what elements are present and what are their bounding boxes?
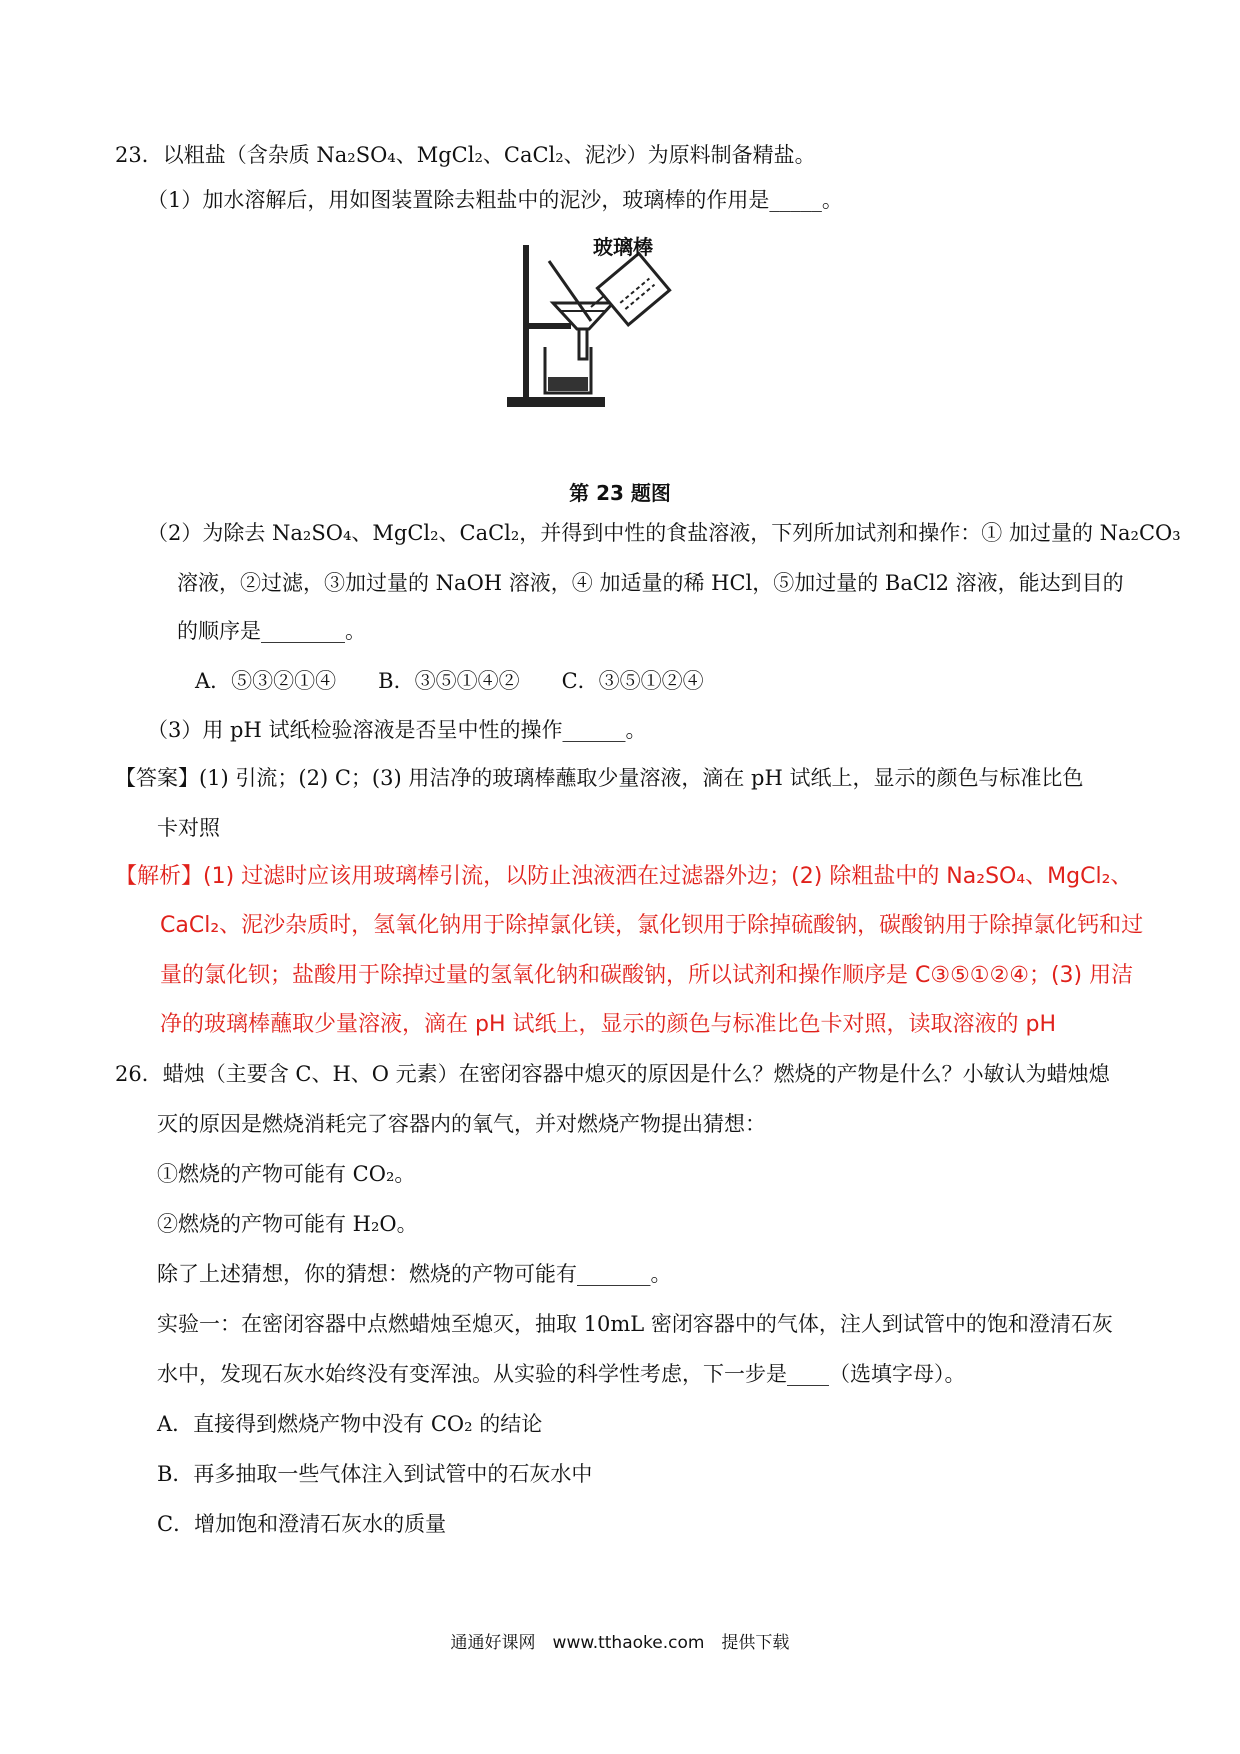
funnel-stem bbox=[579, 329, 587, 359]
analysis-line3: 量的氯化钡；盐酸用于除掉过量的氢氧化钠和碳酸钠，所以试剂和操作顺序是 C③⑤①②④；(3) 用洁 bbox=[160, 963, 1134, 988]
analysis-line1: 【解析】(1) 过滤时应该用玻璃棒引流，以防止浊液洒在过滤器外边；(2) 除粗盐中的 Na₂SO₄、MgCl₂、 bbox=[115, 864, 1133, 889]
pouring-beaker bbox=[597, 253, 669, 324]
filtrate bbox=[548, 377, 588, 391]
analysis-line2: CaCl₂、泥沙杂质时，氢氧化钠用于除掉氯化镁，氯化钡用于除掉硫酸钠，碳酸钠用于除掉氯化钙和过 bbox=[160, 913, 1144, 938]
figure-caption: 第 23 题图 bbox=[569, 481, 671, 505]
q26-guess1: ①燃烧的产物可能有 CO₂。 bbox=[157, 1162, 416, 1186]
stand-base bbox=[507, 397, 605, 407]
answer-line2: 卡对照 bbox=[157, 816, 220, 840]
q23-part2-line1: （2）为除去 Na₂SO₄、MgCl₂、CaCl₂，并得到中性的食盐溶液，下列所加试剂和操作：① 加过量的 Na₂CO₃ bbox=[147, 521, 1181, 545]
page-footer: 通通好课网 www.tthaoke.com 提供下载 bbox=[450, 1633, 790, 1653]
q26-stem-line2: 灭的原因是燃烧消耗完了容器内的氧气，并对燃烧产物提出猜想： bbox=[157, 1112, 766, 1136]
q23-part1: （1）加水溶解后，用如图装置除去粗盐中的泥沙，玻璃棒的作用是_____。 bbox=[147, 188, 843, 212]
filtration-figure bbox=[505, 225, 705, 415]
ring-clamp bbox=[523, 323, 571, 329]
q23-options: A．⑤③②①④ B．③⑤①④② C．③⑤①②④ bbox=[195, 669, 704, 693]
q26-option-a: A．直接得到燃烧产物中没有 CO₂ 的结论 bbox=[157, 1412, 543, 1436]
q26-exp-line1: 实验一：在密闭容器中点燃蜡烛至熄灭，抽取 10mL 密闭容器中的气体，注人到试管中的饱和澄清石灰 bbox=[157, 1312, 1113, 1336]
stand-rod bbox=[523, 245, 529, 399]
q23-part2-line3: 的顺序是________。 bbox=[177, 619, 366, 643]
q23-stem: 23．以粗盐（含杂质 Na₂SO₄、MgCl₂、CaCl₂、泥沙）为原料制备精盐。 bbox=[115, 143, 816, 167]
q26-guess2: ②燃烧的产物可能有 H₂O。 bbox=[157, 1212, 418, 1236]
q23-part3: （3）用 pH 试纸检验溶液是否呈中性的操作______。 bbox=[147, 718, 647, 742]
answer-line1: 【答案】(1) 引流；(2) C；(3) 用洁净的玻璃棒蘸取少量溶液，滴在 pH 试纸上，显示的颜色与标准比色 bbox=[115, 766, 1084, 790]
q26-stem-line1: 26．蜡烛（主要含 C、H、O 元素）在密闭容器中熄灭的原因是什么？燃烧的产物是什么？小敏认为蜡烛熄 bbox=[115, 1062, 1110, 1086]
q26-exp-line2: 水中，发现石灰水始终没有变浑浊。从实验的科学性考虑，下一步是____（选填字母）。 bbox=[157, 1362, 966, 1386]
q26-your-guess: 除了上述猜想，你的猜想：燃烧的产物可能有_______。 bbox=[157, 1262, 672, 1286]
glass-rod-label: 玻璃棒 bbox=[593, 235, 653, 259]
analysis-line4: 净的玻璃棒蘸取少量溶液，滴在 pH 试纸上，显示的颜色与标准比色卡对照，读取溶液的 pH bbox=[160, 1012, 1056, 1037]
q26-option-b: B．再多抽取一些气体注入到试管中的石灰水中 bbox=[157, 1462, 593, 1486]
q23-part2-line2: 溶液，②过滤，③加过量的 NaOH 溶液，④ 加适量的稀 HCl，⑤加过量的 BaCl2 溶液，能达到目的 bbox=[177, 571, 1124, 595]
q26-option-c: C．增加饱和澄清石灰水的质量 bbox=[157, 1512, 447, 1536]
